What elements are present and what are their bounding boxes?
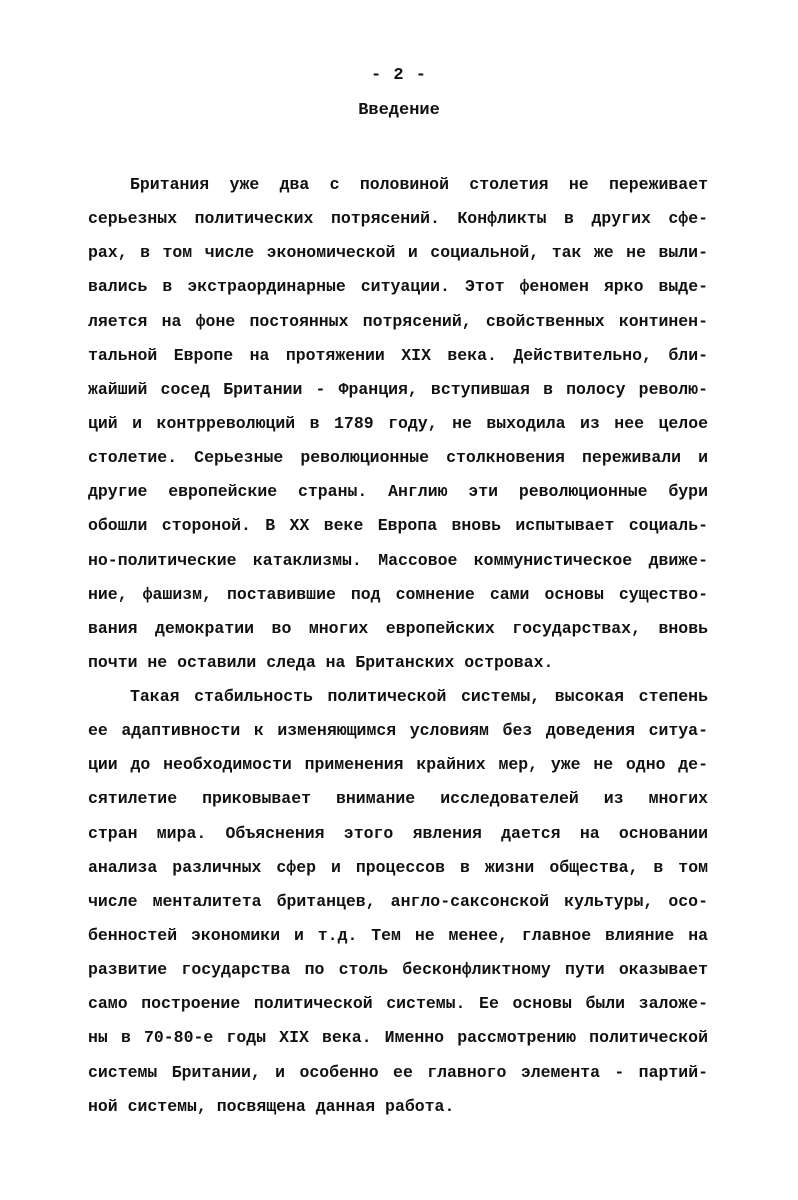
text-line: ее адаптивности к изменяющимся условиям без доведения ситуа- xyxy=(88,721,708,741)
text-line: ции до необходимости применения крайних мер, уже не одно де- xyxy=(88,755,708,775)
text-line: числе менталитета британцев, англо-саксонской культуры, осо- xyxy=(88,891,708,911)
text-line: но-политические катаклизмы. Массовое коммунистическое движе- xyxy=(88,550,708,570)
text-line: ны в 70-80-е годы XIX века. Именно рассмотрению политической xyxy=(88,1028,708,1048)
text-line: сятилетие приковывает внимание исследователей из многих xyxy=(88,789,708,809)
text-line: ций и контрреволюций в 1789 году, не выходила из нее целое xyxy=(88,413,708,433)
text-line: серьезных политических потрясений. Конфликты в других сфе- xyxy=(88,209,708,229)
section-heading: Введение xyxy=(358,101,440,120)
text-line: бенностей экономики и т.д. Тем не менее, главное влияние на xyxy=(88,925,708,945)
text-line: ляется на фоне постоянных потрясений, свойственных континен- xyxy=(88,311,708,331)
text-line: вания демократии во многих европейских государствах, вновь xyxy=(88,618,708,638)
text-line: жайший сосед Британии - Франция, вступившая в полосу револю- xyxy=(88,379,708,399)
text-line: ние, фашизм, поставившие под сомнение сами основы существо- xyxy=(88,584,708,604)
text-line: другие европейские страны. Англию эти революционные бури xyxy=(88,482,708,502)
text-line: системы Британии, и особенно ее главного элемента - партий- xyxy=(88,1062,708,1082)
text-line: ной системы, посвящена данная работа. xyxy=(88,1096,455,1116)
text-line: почти не оставили следа на Британских островах. xyxy=(88,652,554,672)
text-line: анализа различных сфер и процессов в жизни общества, в том xyxy=(88,857,708,877)
text-line: тальной Европе на протяжении XIX века. Действительно, бли- xyxy=(88,345,708,365)
text-line: вались в экстраординарные ситуации. Этот феномен ярко выде- xyxy=(88,277,708,297)
paragraph-2 xyxy=(88,680,708,1124)
text-line: обошли стороной. В XX веке Европа вновь испытывает социаль- xyxy=(88,516,708,536)
text-line: Такая стабильность политической системы, высокая степень xyxy=(130,687,708,706)
page-number: - 2 - xyxy=(370,66,427,85)
text-line: развитие государства по столь бесконфликтному пути оказывает xyxy=(88,960,708,980)
text-line: столетие. Серьезные революционные столкновения переживали и xyxy=(88,448,708,468)
text-line: Британия уже два с половиной столетия не переживает xyxy=(130,175,708,194)
text-line: само построение политической системы. Ее основы были заложе- xyxy=(88,994,708,1014)
paragraph-1 xyxy=(88,168,708,680)
text-line: рах, в том числе экономической и социальной, так же не выли- xyxy=(88,243,708,263)
text-line: стран мира. Объяснения этого явления дается на основании xyxy=(88,823,708,843)
